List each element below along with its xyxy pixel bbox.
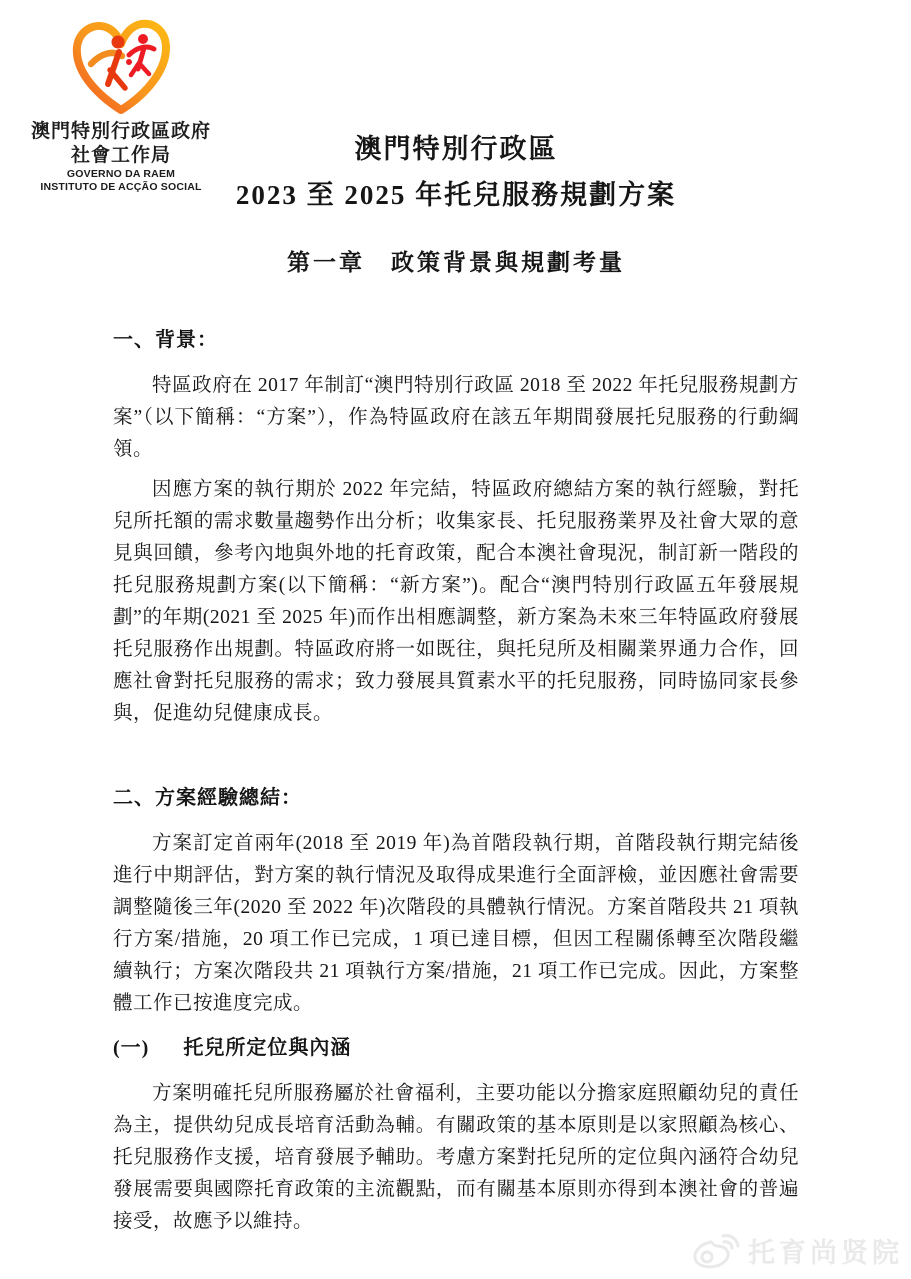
- logo-org-name-pt-line1: GOVERNO DA RAEM: [66, 168, 176, 180]
- watermark: [689, 1229, 903, 1271]
- section-background-paragraph-1: 特區政府在 2017 年制訂“澳門特別行政區 2018 至 2022 年托兒服務規劃方案”（以下簡稱：“方案”），作為特區政府在該五年期間發展托兒服務的行動綱領。: [113, 375, 799, 460]
- government-logo: [24, 14, 218, 194]
- subsection-positioning-paragraph-1: 方案明確托兒所服務屬於社會福利，主要功能以分擔家庭照顧幼兒的責任為主，提供幼兒成長培育活動為輔。有關政策的基本原則是以家照顧為核心、托兒服務作支援，培育發展予輔助。考慮方案對托兒所的定位與內涵符合幼兒發展需要與國際托育政策的主流觀點，而有關基本原則亦得到本澳社會的普遍接受，故應予以維持。: [113, 1083, 799, 1232]
- subsection-title: 托兒所定位與內涵: [183, 1037, 352, 1059]
- document-title-line-1: 澳門特別行政區: [354, 134, 558, 164]
- weibo-icon: [689, 1229, 743, 1271]
- logo-org-name-zh-line2: 社會工作局: [70, 145, 171, 166]
- section-experience-summary-paragraph-1: 方案訂定首兩年(2018 至 2019 年)為首階段執行期，首階段執行期完結後進行中期評估，對方案的執行情況及取得成果進行全面評檢，並因應社會需要調整隨後三年(2020 至 2022 年)次階段的具體執行情況。方案首階段共 21 項執行方案/措施，20 項工作已完成，1 項已達目標，但因工程關係轉至次階段繼續執行；方案次階段共 21 項執行方案/措施，21 項工作已完成。因此，方案整體工作已按進度完成。: [113, 833, 799, 1014]
- section-experience-summary: [113, 782, 799, 1238]
- logo-org-name-pt-line2: INSTITUTO DE ACÇÃO SOCIAL: [40, 181, 202, 193]
- subsection-positioning-heading: [113, 1032, 799, 1064]
- section-background-heading: 一、背景：: [113, 329, 218, 351]
- chapter-heading: 第一章 政策背景與規劃考量: [287, 250, 625, 275]
- section-experience-summary-heading: 二、方案經驗總結：: [113, 787, 302, 809]
- logo-org-name-zh-line1: 澳門特別行政區政府: [30, 121, 211, 142]
- subsection-number: (一): [113, 1037, 150, 1059]
- section-background: [113, 324, 799, 730]
- watermark-text: 托育尚贤院: [748, 1237, 903, 1268]
- section-background-paragraph-2: 因應方案的執行期於 2022 年完結，特區政府總結方案的執行經驗，對托兒所托額的需求數量趨勢作出分析；收集家長、托兒服務業界及社會大眾的意見與回饋，參考內地與外地的托育政策，配合本澳社會現況，制訂新一階段的托兒服務規劃方案(以下簡稱：“新方案”)。配合“澳門特別行政區五年發展規劃”的年期(2021 至 2025 年)而作出相應調整，新方案為未來三年特區政府發展托兒服務作出規劃。特區政府將一如既往，與托兒所及相關業界通力合作，回應社會對托兒服務的需求；致力發展具質素水平的托兒服務，同時協同家長參與，促進幼兒健康成長。: [113, 479, 799, 724]
- document-title-line-2: 2023 至 2025 年托兒服務規劃方案: [235, 180, 677, 210]
- heart-children-logo-icon: [63, 14, 179, 116]
